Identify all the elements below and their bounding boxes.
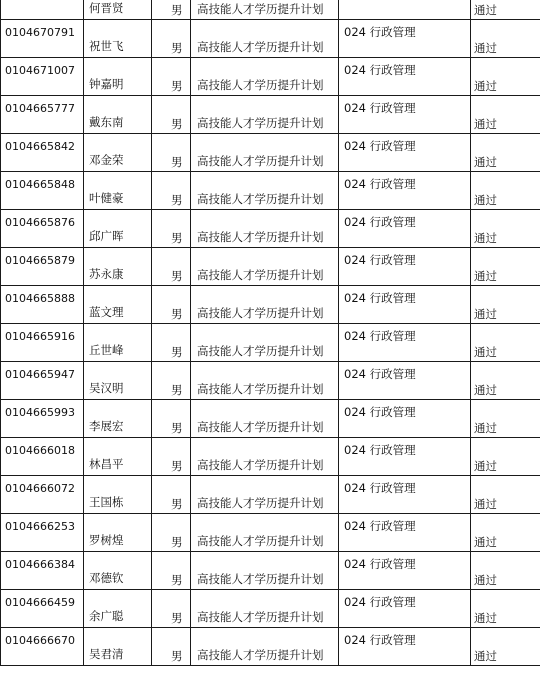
- result-cell[interactable]: [471, 476, 540, 514]
- major-cell[interactable]: [339, 362, 471, 400]
- student-id-cell-text: 0104666384: [5, 558, 75, 571]
- plan-cell-text: 高技能人才学历提升计划: [197, 78, 324, 92]
- student-name-cell[interactable]: [84, 438, 152, 476]
- gender-cell[interactable]: [152, 362, 191, 400]
- student-name-cell-text: 邱广晖: [89, 229, 124, 243]
- gender-cell-text: 男: [171, 269, 183, 283]
- major-cell-text: 024 行政管理: [344, 215, 416, 229]
- result-cell-text: 通过: [474, 573, 497, 587]
- table-row: [1, 438, 540, 476]
- major-cell[interactable]: [339, 628, 471, 666]
- major-cell[interactable]: [339, 248, 471, 286]
- gender-cell[interactable]: [152, 96, 191, 134]
- gender-cell[interactable]: [152, 286, 191, 324]
- plan-cell[interactable]: [191, 172, 339, 210]
- table-row: [1, 362, 540, 400]
- student-name-cell-text: 李展宏: [89, 419, 124, 433]
- student-id-cell[interactable]: [1, 248, 84, 286]
- student-name-cell-text: 邓德钦: [89, 571, 124, 585]
- result-cell[interactable]: [471, 628, 540, 666]
- gender-cell[interactable]: [152, 0, 191, 20]
- plan-cell-text: 高技能人才学历提升计划: [197, 648, 324, 662]
- result-cell[interactable]: [471, 286, 540, 324]
- plan-cell[interactable]: [191, 552, 339, 590]
- student-name-cell[interactable]: [84, 476, 152, 514]
- gender-cell-text: 男: [171, 459, 183, 473]
- gender-cell[interactable]: [152, 438, 191, 476]
- major-cell[interactable]: [339, 552, 471, 590]
- student-id-cell[interactable]: [1, 172, 84, 210]
- gender-cell-text: 男: [171, 535, 183, 549]
- gender-cell-text: 男: [171, 383, 183, 397]
- result-cell[interactable]: [471, 514, 540, 552]
- gender-cell[interactable]: [152, 58, 191, 96]
- student-id-cell-text: 0104666018: [5, 444, 75, 457]
- major-cell-text: 024 行政管理: [344, 443, 416, 457]
- student-name-cell-text: 吴汉明: [89, 381, 124, 395]
- table-row: [1, 172, 540, 210]
- table-row: [1, 210, 540, 248]
- result-cell-text: 通过: [474, 459, 497, 473]
- major-cell-text: 024 行政管理: [344, 481, 416, 495]
- major-cell-text: [344, 0, 416, 1]
- plan-cell-text: 高技能人才学历提升计划: [197, 40, 324, 54]
- gender-cell-text: 男: [171, 117, 183, 131]
- student-id-cell[interactable]: [1, 134, 84, 172]
- student-id-cell[interactable]: [1, 438, 84, 476]
- result-cell-text: 通过: [474, 193, 497, 207]
- student-name-cell-text: 叶健豪: [89, 191, 124, 205]
- result-cell[interactable]: [471, 324, 540, 362]
- result-cell-text: 通过: [474, 611, 497, 625]
- student-name-cell[interactable]: [84, 96, 152, 134]
- gender-cell[interactable]: [152, 400, 191, 438]
- result-cell-text: 通过: [474, 231, 497, 245]
- student-name-cell-text: 余广聪: [89, 609, 124, 623]
- gender-cell-text: 男: [171, 421, 183, 435]
- student-id-cell-text: 0104665879: [5, 254, 75, 267]
- result-cell[interactable]: [471, 552, 540, 590]
- table-row: [1, 96, 540, 134]
- student-name-cell[interactable]: [84, 552, 152, 590]
- gender-cell-text: 男: [171, 79, 183, 93]
- major-cell-text: 024 行政管理: [344, 291, 416, 305]
- plan-cell-text: 高技能人才学历提升计划: [197, 268, 324, 282]
- plan-cell[interactable]: [191, 400, 339, 438]
- student-id-cell[interactable]: [1, 96, 84, 134]
- student-name-cell[interactable]: [84, 628, 152, 666]
- student-name-cell-text: 邓金荣: [89, 153, 124, 167]
- major-cell-text: 024 行政管理: [344, 519, 416, 533]
- table-row: [1, 134, 540, 172]
- major-cell[interactable]: [339, 286, 471, 324]
- table-row: [1, 248, 540, 286]
- result-cell[interactable]: [471, 362, 540, 400]
- gender-cell[interactable]: [152, 248, 191, 286]
- student-name-cell[interactable]: [84, 58, 152, 96]
- plan-cell[interactable]: [191, 628, 339, 666]
- major-cell-text: 024 行政管理: [344, 101, 416, 115]
- major-cell-text: 024 行政管理: [344, 25, 416, 39]
- plan-cell[interactable]: [191, 0, 339, 20]
- major-cell[interactable]: [339, 96, 471, 134]
- major-cell[interactable]: [339, 476, 471, 514]
- major-cell-text: 024 行政管理: [344, 633, 416, 647]
- student-name-cell[interactable]: [84, 286, 152, 324]
- plan-cell[interactable]: [191, 362, 339, 400]
- major-cell-text: 024 行政管理: [344, 557, 416, 571]
- result-cell-text: 通过: [474, 383, 497, 397]
- plan-cell[interactable]: [191, 476, 339, 514]
- table-row: [1, 20, 540, 58]
- student-id-cell-text: 0104666253: [5, 520, 75, 533]
- plan-cell[interactable]: [191, 20, 339, 58]
- plan-cell-text: 高技能人才学历提升计划: [197, 306, 324, 320]
- major-cell[interactable]: [339, 134, 471, 172]
- student-name-cell-text: 林昌平: [89, 457, 124, 471]
- gender-cell[interactable]: [152, 552, 191, 590]
- plan-cell[interactable]: [191, 590, 339, 628]
- plan-cell[interactable]: [191, 248, 339, 286]
- major-cell-text: 024 行政管理: [344, 367, 416, 381]
- gender-cell-text: 男: [171, 193, 183, 207]
- gender-cell[interactable]: [152, 210, 191, 248]
- major-cell-text: 024 行政管理: [344, 139, 416, 153]
- student-name-cell[interactable]: [84, 172, 152, 210]
- result-cell-text: 通过: [474, 3, 497, 17]
- plan-cell[interactable]: [191, 514, 339, 552]
- plan-cell-text: 高技能人才学历提升计划: [197, 610, 324, 624]
- student-name-cell-text: 苏永康: [89, 267, 124, 281]
- major-cell-text: 024 行政管理: [344, 253, 416, 267]
- major-cell-text: 024 行政管理: [344, 405, 416, 419]
- plan-cell-text: 高技能人才学历提升计划: [197, 534, 324, 548]
- gender-cell-text: 男: [171, 307, 183, 321]
- gender-cell[interactable]: [152, 20, 191, 58]
- student-name-cell-text: 吴君清: [89, 647, 124, 661]
- gender-cell-text: 男: [171, 155, 183, 169]
- gender-cell-text: 男: [171, 41, 183, 55]
- student-name-cell[interactable]: [84, 400, 152, 438]
- student-id-cell[interactable]: [1, 20, 84, 58]
- major-cell[interactable]: [339, 20, 471, 58]
- result-cell-text: 通过: [474, 345, 497, 359]
- student-name-cell-text: 罗树煌: [89, 533, 124, 547]
- student-id-cell[interactable]: [1, 0, 84, 20]
- gender-cell[interactable]: [152, 628, 191, 666]
- student-id-cell-text: 0104665888: [5, 292, 75, 305]
- table-row: [1, 58, 540, 96]
- table-row: [1, 628, 540, 666]
- result-cell[interactable]: [471, 134, 540, 172]
- student-name-cell[interactable]: [84, 590, 152, 628]
- gender-cell-text: 男: [171, 497, 183, 511]
- gender-cell-text: 男: [171, 611, 183, 625]
- student-id-cell-text: [5, 0, 75, 1]
- student-name-cell-text: 钟嘉明: [89, 77, 124, 91]
- result-cell[interactable]: [471, 172, 540, 210]
- student-id-cell-text: 0104665777: [5, 102, 75, 115]
- table-row: [1, 0, 540, 20]
- gender-cell[interactable]: [152, 134, 191, 172]
- table-row: [1, 286, 540, 324]
- student-name-cell[interactable]: [84, 514, 152, 552]
- table-row: [1, 400, 540, 438]
- student-id-cell[interactable]: [1, 324, 84, 362]
- gender-cell[interactable]: [152, 590, 191, 628]
- student-name-cell[interactable]: [84, 20, 152, 58]
- plan-cell-text: 高技能人才学历提升计划: [197, 382, 324, 396]
- student-id-cell-text: 0104665876: [5, 216, 75, 229]
- gender-cell[interactable]: [152, 514, 191, 552]
- result-cell-text: 通过: [474, 117, 497, 131]
- student-name-cell[interactable]: [84, 134, 152, 172]
- result-cell-text: 通过: [474, 535, 497, 549]
- result-cell[interactable]: [471, 210, 540, 248]
- plan-cell[interactable]: [191, 210, 339, 248]
- result-cell[interactable]: [471, 590, 540, 628]
- plan-cell[interactable]: [191, 134, 339, 172]
- gender-cell[interactable]: [152, 476, 191, 514]
- student-id-cell-text: 0104666072: [5, 482, 75, 495]
- student-name-cell[interactable]: [84, 248, 152, 286]
- result-cell[interactable]: [471, 58, 540, 96]
- student-name-cell-text: 何晋贤: [89, 1, 124, 15]
- table-body: [1, 0, 540, 666]
- result-cell[interactable]: [471, 400, 540, 438]
- plan-cell-text: 高技能人才学历提升计划: [197, 572, 324, 586]
- student-id-cell[interactable]: [1, 286, 84, 324]
- result-cell[interactable]: [471, 248, 540, 286]
- student-id-cell-text: 0104665842: [5, 140, 75, 153]
- student-name-cell-text: 戴东南: [89, 115, 124, 129]
- result-cell-text: 通过: [474, 421, 497, 435]
- plan-cell[interactable]: [191, 324, 339, 362]
- table-row: [1, 552, 540, 590]
- result-cell-text: 通过: [474, 155, 497, 169]
- plan-cell-text: 高技能人才学历提升计划: [197, 230, 324, 244]
- result-cell-text: 通过: [474, 41, 497, 55]
- plan-cell-text: 高技能人才学历提升计划: [197, 2, 324, 16]
- table-row: [1, 324, 540, 362]
- result-cell[interactable]: [471, 20, 540, 58]
- major-cell-text: 024 行政管理: [344, 177, 416, 191]
- student-id-cell[interactable]: [1, 210, 84, 248]
- plan-cell[interactable]: [191, 286, 339, 324]
- result-cell[interactable]: [471, 96, 540, 134]
- student-name-cell[interactable]: [84, 0, 152, 20]
- student-name-cell[interactable]: [84, 324, 152, 362]
- student-id-cell-text: 0104665916: [5, 330, 75, 343]
- result-cell-text: 通过: [474, 307, 497, 321]
- major-cell-text: 024 行政管理: [344, 63, 416, 77]
- result-cell-text: 通过: [474, 79, 497, 93]
- student-name-cell-text: 蓝文理: [89, 305, 124, 319]
- student-id-cell[interactable]: [1, 552, 84, 590]
- plan-cell-text: 高技能人才学历提升计划: [197, 154, 324, 168]
- plan-cell-text: 高技能人才学历提升计划: [197, 458, 324, 472]
- plan-cell[interactable]: [191, 58, 339, 96]
- student-id-cell-text: 0104671007: [5, 64, 75, 77]
- major-cell[interactable]: [339, 514, 471, 552]
- student-id-cell[interactable]: [1, 58, 84, 96]
- result-cell-text: 通过: [474, 649, 497, 663]
- gender-cell-text: 男: [171, 345, 183, 359]
- student-id-cell[interactable]: [1, 476, 84, 514]
- plan-cell[interactable]: [191, 438, 339, 476]
- student-name-cell-text: 祝世飞: [89, 39, 124, 53]
- major-cell[interactable]: [339, 172, 471, 210]
- gender-cell-text: 男: [171, 3, 183, 17]
- plan-cell-text: 高技能人才学历提升计划: [197, 344, 324, 358]
- gender-cell-text: 男: [171, 573, 183, 587]
- table-row: [1, 476, 540, 514]
- major-cell[interactable]: [339, 58, 471, 96]
- major-cell-text: 024 行政管理: [344, 329, 416, 343]
- plan-cell-text: 高技能人才学历提升计划: [197, 116, 324, 130]
- major-cell[interactable]: [339, 210, 471, 248]
- major-cell[interactable]: [339, 590, 471, 628]
- result-cell-text: 通过: [474, 497, 497, 511]
- major-cell[interactable]: [339, 400, 471, 438]
- major-cell-text: 024 行政管理: [344, 595, 416, 609]
- major-cell[interactable]: [339, 324, 471, 362]
- gender-cell[interactable]: [152, 172, 191, 210]
- student-id-cell[interactable]: [1, 628, 84, 666]
- table-row: [1, 514, 540, 552]
- plan-cell-text: 高技能人才学历提升计划: [197, 192, 324, 206]
- plan-cell[interactable]: [191, 96, 339, 134]
- student-id-cell[interactable]: [1, 514, 84, 552]
- major-cell[interactable]: [339, 438, 471, 476]
- student-id-cell-text: 0104670791: [5, 26, 75, 39]
- result-cell[interactable]: [471, 438, 540, 476]
- major-cell[interactable]: [339, 0, 471, 20]
- student-name-cell-text: 王国栋: [89, 495, 124, 509]
- gender-cell[interactable]: [152, 324, 191, 362]
- student-name-cell[interactable]: [84, 210, 152, 248]
- student-id-cell-text: 0104665993: [5, 406, 75, 419]
- student-name-cell-text: 丘世峰: [89, 343, 124, 357]
- gender-cell-text: 男: [171, 231, 183, 245]
- student-id-cell-text: 0104665947: [5, 368, 75, 381]
- student-id-cell-text: 0104666459: [5, 596, 75, 609]
- student-id-cell[interactable]: [1, 362, 84, 400]
- student-name-cell[interactable]: [84, 362, 152, 400]
- student-id-cell-text: 0104665848: [5, 178, 75, 191]
- table-row: [1, 590, 540, 628]
- student-id-cell[interactable]: [1, 400, 84, 438]
- student-id-cell[interactable]: [1, 590, 84, 628]
- result-cell[interactable]: [471, 0, 540, 20]
- student-id-cell-text: 0104666670: [5, 634, 75, 647]
- plan-cell-text: 高技能人才学历提升计划: [197, 420, 324, 434]
- result-cell-text: 通过: [474, 269, 497, 283]
- plan-cell-text: 高技能人才学历提升计划: [197, 496, 324, 510]
- gender-cell-text: 男: [171, 649, 183, 663]
